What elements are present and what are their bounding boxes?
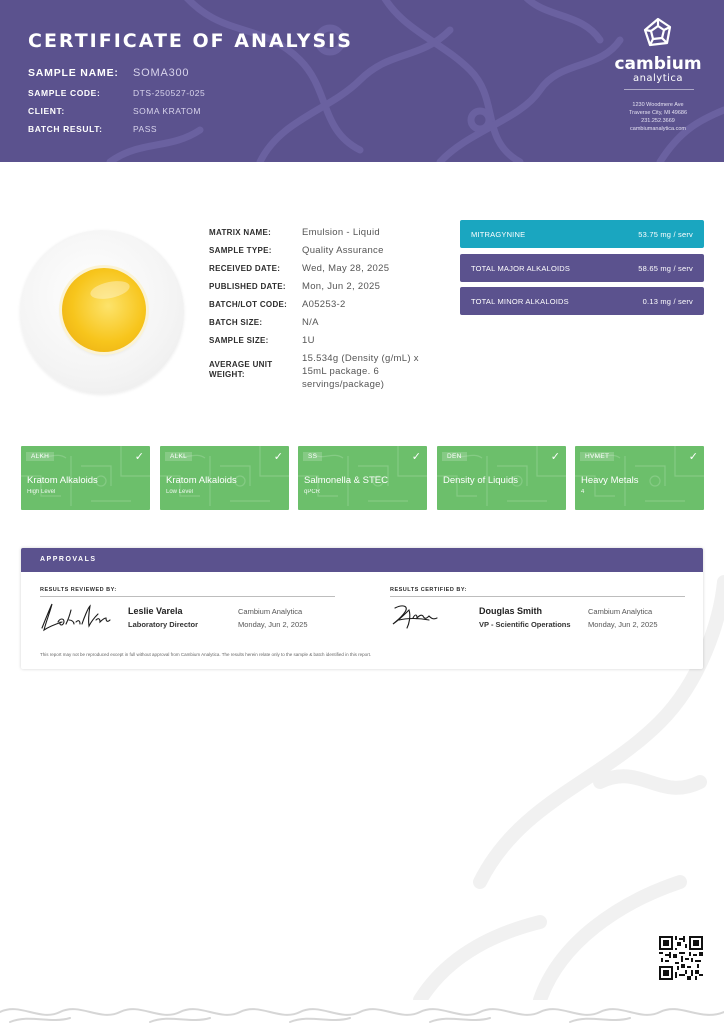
test-sub: qPCR xyxy=(304,489,321,495)
client-row xyxy=(28,106,201,116)
result-label: MITRAGYNINE xyxy=(471,229,526,239)
detail-value: N/A xyxy=(302,317,319,328)
certifier-signature xyxy=(389,600,445,630)
result-total-minor-alkaloids xyxy=(460,287,704,315)
check-icon: ✓ xyxy=(411,451,421,463)
reviewer-name: Leslie Varela xyxy=(128,606,183,616)
sample-name-row xyxy=(28,67,189,79)
test-sub: High Level xyxy=(27,489,56,495)
detail-label: BATCH SIZE: xyxy=(209,318,263,327)
result-total-major-alkaloids xyxy=(460,254,704,282)
sample-name-value: SOMA300 xyxy=(133,67,190,79)
check-icon: ✓ xyxy=(134,451,144,463)
test-tile-heavy-metals[interactable] xyxy=(575,446,704,510)
client-label: CLIENT: xyxy=(28,106,65,116)
sample-code-value: DTS-250527-025 xyxy=(133,88,206,98)
header-banner xyxy=(0,0,724,162)
detail-value: A05253-2 xyxy=(302,299,346,310)
sample-code-label: SAMPLE CODE: xyxy=(28,88,101,98)
test-name: Heavy Metals xyxy=(581,475,639,486)
test-tile-density-of-liquids[interactable] xyxy=(437,446,566,510)
test-name: Density of Liquids xyxy=(443,475,518,486)
lab-name: cambium xyxy=(614,54,702,74)
detail-row xyxy=(209,280,432,293)
certifier-role: VP - Scientific Operations xyxy=(479,620,571,629)
result-value: 0.13 mg / serv xyxy=(642,296,693,306)
test-name: Kratom Alkaloids xyxy=(166,475,237,486)
sample-code-row xyxy=(28,88,205,98)
detail-row xyxy=(209,298,432,311)
result-value: 53.75 mg / serv xyxy=(638,229,693,239)
lab-address-1: 1230 Woodmere Ave xyxy=(632,102,684,108)
detail-label: RECEIVED DATE: xyxy=(209,264,281,273)
detail-value: Wed, May 28, 2025 xyxy=(302,263,390,274)
result-label: TOTAL MAJOR ALKALOIDS xyxy=(471,263,571,273)
certificate-title: CERTIFICATE OF ANALYSIS xyxy=(28,30,353,52)
lab-address-2: Traverse City, MI 49686 xyxy=(628,110,688,116)
batch-result-row xyxy=(28,124,157,134)
test-tile-kratom-alkaloids-high[interactable] xyxy=(21,446,150,510)
detail-value: 1U xyxy=(302,335,315,346)
test-tile-kratom-alkaloids-low[interactable] xyxy=(160,446,289,510)
client-value: SOMA KRATOM xyxy=(133,106,202,116)
reviewer-role: Laboratory Director xyxy=(128,620,199,629)
test-sub: 4 xyxy=(581,489,585,495)
detail-row xyxy=(209,244,432,257)
test-name: Salmonella & STEC xyxy=(304,475,388,486)
test-name: Kratom Alkaloids xyxy=(27,475,98,486)
detail-row xyxy=(209,262,432,275)
check-icon: ✓ xyxy=(688,451,698,463)
detail-label: AVERAGE UNIT WEIGHT: xyxy=(209,360,273,379)
detail-label: SAMPLE SIZE: xyxy=(209,336,269,345)
result-mitragynine xyxy=(460,220,704,248)
detail-row xyxy=(209,334,432,347)
sample-liquid xyxy=(62,268,146,352)
check-icon: ✓ xyxy=(273,451,283,463)
check-icon: ✓ xyxy=(550,451,560,463)
qr-code[interactable] xyxy=(659,936,703,980)
result-label: TOTAL MINOR ALKALOIDS xyxy=(471,296,569,306)
detail-row xyxy=(209,316,432,329)
reviewer-date: Monday, Jun 2, 2025 xyxy=(238,620,308,629)
test-code: ALKH xyxy=(26,452,54,461)
certifier-name: Douglas Smith xyxy=(479,606,543,616)
detail-label: PUBLISHED DATE: xyxy=(209,282,286,291)
footer-pattern xyxy=(0,1000,724,1024)
reviewed-by-heading: RESULTS REVIEWED BY: xyxy=(40,587,117,593)
batch-result-label: BATCH RESULT: xyxy=(28,124,103,134)
detail-row xyxy=(209,226,432,239)
approvals-header xyxy=(21,548,703,572)
approvals-title: APPROVALS xyxy=(40,556,97,563)
test-sub: Low Level xyxy=(166,489,194,495)
reviewer-org: Cambium Analytica xyxy=(238,607,303,616)
test-code: DEN xyxy=(442,452,467,461)
certifier-org: Cambium Analytica xyxy=(588,607,653,616)
detail-label: BATCH/LOT CODE: xyxy=(209,300,288,309)
detail-value: 15.534g (Density (g/mL) x 15mL package. 6 servings/package) xyxy=(302,353,419,390)
test-tile-salmonella-stec[interactable] xyxy=(298,446,427,510)
lab-website[interactable]: cambiumanalytica.com xyxy=(630,126,686,132)
lab-subname: analytica xyxy=(632,73,684,84)
approvals-panel xyxy=(21,548,703,669)
disclaimer-text: This report may not be reproduced except in full without approval from Cambium Analytica. The results herein relate only to the sample & batch identified in this report. xyxy=(40,652,372,657)
reviewer-signature xyxy=(36,600,114,634)
sample-name-label: SAMPLE NAME: xyxy=(28,67,119,79)
batch-result-value: PASS xyxy=(133,124,158,134)
certified-by-heading: RESULTS CERTIFIED BY: xyxy=(390,587,467,593)
result-value: 58.65 mg / serv xyxy=(638,263,693,273)
certified-divider xyxy=(390,596,685,597)
test-code: ALKL xyxy=(165,452,192,461)
cambium-logo-icon xyxy=(640,16,676,52)
detail-value: Mon, Jun 2, 2025 xyxy=(302,281,381,292)
reviewed-divider xyxy=(40,596,335,597)
detail-value: Quality Assurance xyxy=(302,245,384,256)
test-code: HVMET xyxy=(580,452,614,461)
detail-row xyxy=(209,352,424,391)
lab-phone: 231.252.3669 xyxy=(641,118,675,124)
detail-value: Emulsion - Liquid xyxy=(302,227,380,238)
detail-label: SAMPLE TYPE: xyxy=(209,246,272,255)
detail-label: MATRIX NAME: xyxy=(209,228,272,237)
certifier-date: Monday, Jun 2, 2025 xyxy=(588,620,658,629)
test-code: SS xyxy=(303,452,322,461)
logo-divider xyxy=(624,89,694,90)
